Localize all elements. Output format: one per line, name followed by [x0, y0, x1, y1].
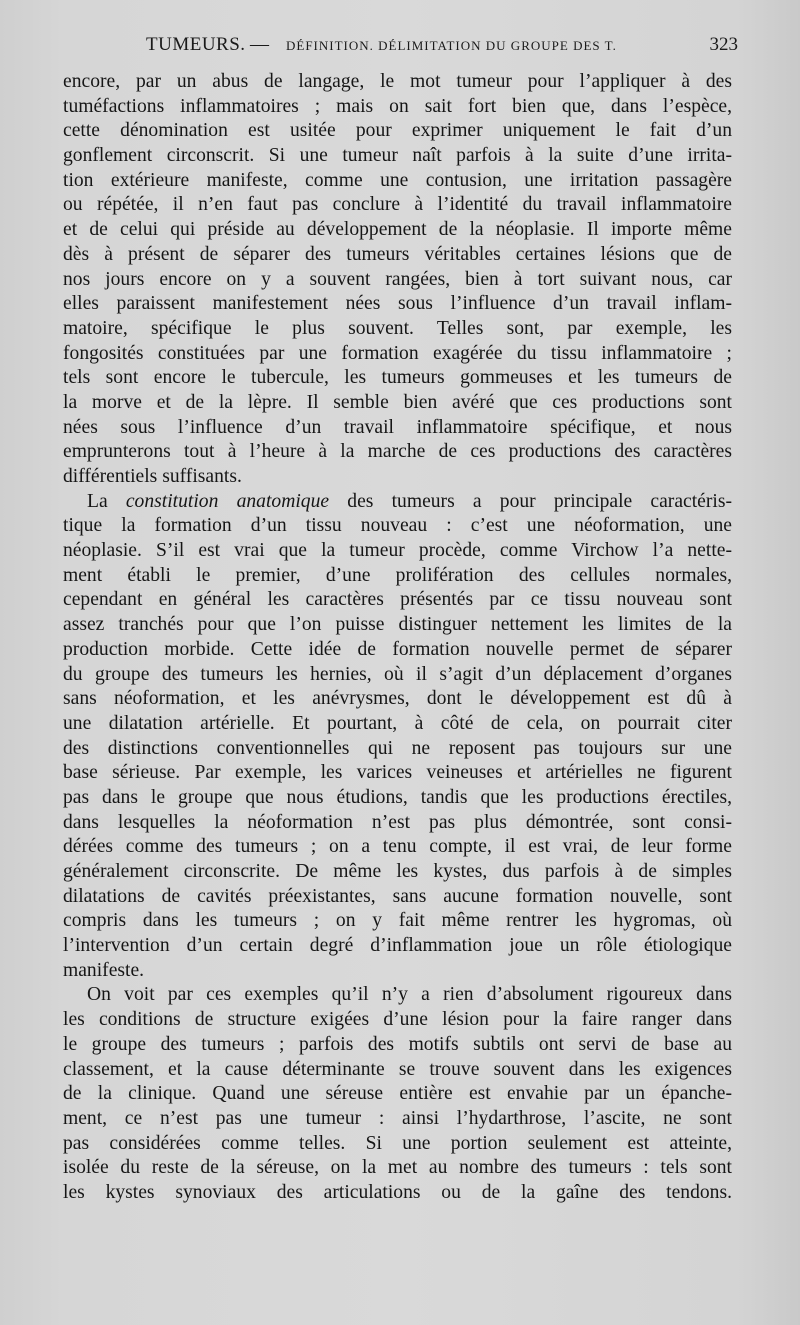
text-line: ment établi le premier, d’une prolifération des cellules normales, [63, 564, 732, 586]
text-line: gonflement circonscrit. Si une tumeur naît parfois à la suite d’une irrita- [63, 145, 732, 167]
text-line: une dilatation artérielle. Et pourtant, à côté de cela, on pourrait citer [63, 712, 732, 734]
text-line: pas considérées comme telles. Si une portion seulement est atteinte, [63, 1132, 732, 1154]
text-line: dérées comme des tumeurs ; on a tenu compte, il est vrai, de leur forme [63, 836, 732, 858]
text-line: classement, et la cause déterminante se trouve souvent dans les exigences [63, 1058, 732, 1080]
suffix-text: des tumeurs a pour principale caractéris- [329, 490, 732, 512]
text-line: des distinctions conventionnelles qui ne reposent pas toujours sur une [63, 737, 732, 759]
text-line: et de celui qui préside au développement de la néoplasie. Il importe même [63, 219, 732, 241]
text-line: dilatations de cavités préexistantes, sans aucune formation nouvelle, sont [63, 885, 732, 907]
text-line: tels sont encore le tubercule, les tumeurs gommeuses et les tumeurs de [63, 367, 732, 389]
paragraph-1 [63, 70, 732, 490]
text-line: les conditions de structure exigées d’une lésion pour la faire ranger dans [63, 1009, 732, 1031]
text-line: assez tranchés pour que l’on puisse distinguer nettement les limites de la [63, 614, 732, 636]
text-line: pas dans le groupe que nous étudions, tandis que les productions érectiles, [63, 786, 732, 808]
running-head-dash: — [250, 34, 269, 55]
text-line: fongosités constituées par une formation exagérée du tissu inflammatoire ; [63, 342, 732, 364]
text-line: emprunterons tout à l’heure à la marche de ces productions des caractères [63, 441, 732, 463]
text-line: elles paraissent manifestement nées sous l’influence d’un travail inflam- [63, 293, 732, 315]
prefix-text: La [87, 490, 126, 512]
text-line: nos jours encore on y a souvent rangées, bien à tort suivant nous, car [63, 268, 732, 290]
text-line: du groupe des tumeurs les hernies, où il s’agit d’un déplacement d’organes [63, 663, 732, 685]
emphasis-text: constitution anatomique [125, 490, 330, 512]
text-line: différentiels suffisants. [63, 466, 242, 487]
page-number: 323 [709, 34, 738, 55]
text-line: tuméfactions inflammatoires ; mais on sait fort bien que, dans l’espèce, [63, 95, 732, 117]
running-head-subtitle: DÉFINITION. DÉLIMITATION DU GROUPE DES T. [286, 38, 617, 53]
text-line: manifeste. [63, 959, 145, 981]
text-line: tion extérieure manifeste, comme une contusion, une irritation passagère [63, 169, 732, 191]
text-line: dans lesquelles la néoformation n’est pas plus démontrée, sont consi- [63, 811, 732, 833]
text-line: encore, par un abus de langage, le mot tumeur pour l’appliquer à des [63, 71, 732, 92]
text-line: l’intervention d’un certain degré d’inflammation joue un rôle étiologique [63, 935, 732, 957]
text-line: la morve et de la lèpre. Il semble bien avéré que ces productions sont [63, 391, 732, 413]
text-line: isolée du reste de la séreuse, on la met au nombre des tumeurs : tels sont [63, 1157, 732, 1179]
text-line: ment, ce n’est pas une tumeur : ainsi l’hydarthrose, l’ascite, ne sont [63, 1107, 732, 1129]
body-text [63, 70, 732, 1206]
text-line: généralement circonscrite. De même les kystes, dus parfois à de simples [63, 861, 732, 882]
paragraph-3 [63, 983, 732, 1205]
text-line-first [63, 490, 732, 515]
text-line: nées sous l’influence d’un travail inflammatoire spécifique, et nous [63, 416, 732, 438]
text-line: matoire, spécifique le plus souvent. Telles sont, par exemple, les [63, 317, 732, 339]
text-line: cette dénomination est usitée pour exprimer uniquement le fait d’un [63, 120, 732, 142]
text-line: ou répétée, il n’en faut pas conclure à l’identité du travail inflammatoire [63, 194, 732, 216]
text-line: les kystes synoviaux des articulations ou de la gaîne des tendons. [63, 1181, 732, 1203]
text-line: cependant en général les caractères présentés par ce tissu nouveau sont [63, 589, 732, 611]
text-line: dès à présent de séparer des tumeurs véritables certaines lésions que de [63, 243, 732, 265]
running-head-title: TUMEURS. [146, 34, 246, 55]
text-line-first: On voit par ces exemples qu’il n’y a rien d’absolument rigoureux dans [87, 984, 732, 1006]
paragraph-2 [63, 490, 732, 984]
text-line: sans néoformation, et les anévrysmes, dont le développement est dû à [63, 688, 732, 710]
text-line: de la clinique. Quand une séreuse entière est envahie par un épanche- [63, 1083, 732, 1105]
text-line: compris dans les tumeurs ; on y fait même rentrer les hygromas, où [63, 910, 732, 932]
text-line: néoplasie. S’il est vrai que la tumeur procède, comme Virchow l’a nette- [63, 540, 732, 562]
text-line: le groupe des tumeurs ; parfois des motifs subtils ont servi de base au [63, 1033, 732, 1055]
text-line: base sérieuse. Par exemple, les varices veineuses et artérielles ne figurent [63, 762, 732, 784]
running-head [118, 34, 738, 60]
text-line: tique la formation d’un tissu nouveau : c’est une néoformation, une [63, 515, 732, 537]
text-line: production morbide. Cette idée de formation nouvelle permet de séparer [63, 638, 732, 660]
